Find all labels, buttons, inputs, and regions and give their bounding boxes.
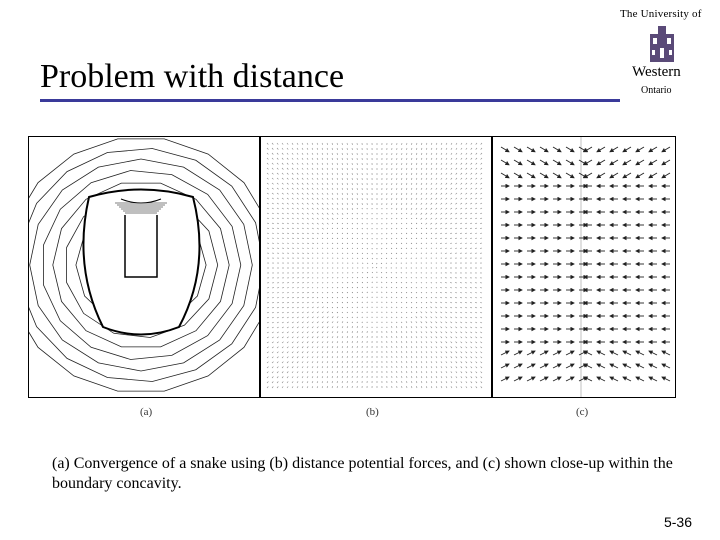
panel-b-label: (b) bbox=[366, 406, 379, 418]
panel-a-label: (a) bbox=[140, 406, 153, 418]
panel-c bbox=[492, 136, 676, 398]
panel-a bbox=[28, 136, 260, 398]
slide-title: Problem with distance bbox=[40, 58, 345, 95]
snake-contours-image bbox=[29, 137, 259, 397]
page-number: 5-36 bbox=[663, 514, 692, 530]
university-label: The University of bbox=[620, 8, 702, 20]
panel-b bbox=[260, 136, 492, 398]
title-underline bbox=[40, 99, 620, 102]
snake-convergence-figure bbox=[28, 136, 676, 422]
figure-caption: (a) Convergence of a snake using (b) distance potential forces, and (c) shown close-up within the boundary concavity. bbox=[52, 455, 673, 492]
force-field-closeup-image bbox=[493, 137, 675, 397]
distance-force-field-image bbox=[261, 137, 491, 397]
university-crest-icon bbox=[642, 24, 682, 64]
university-subtitle: Ontario bbox=[641, 85, 672, 96]
university-name: Western bbox=[632, 64, 681, 80]
panel-c-label: (c) bbox=[576, 406, 589, 418]
